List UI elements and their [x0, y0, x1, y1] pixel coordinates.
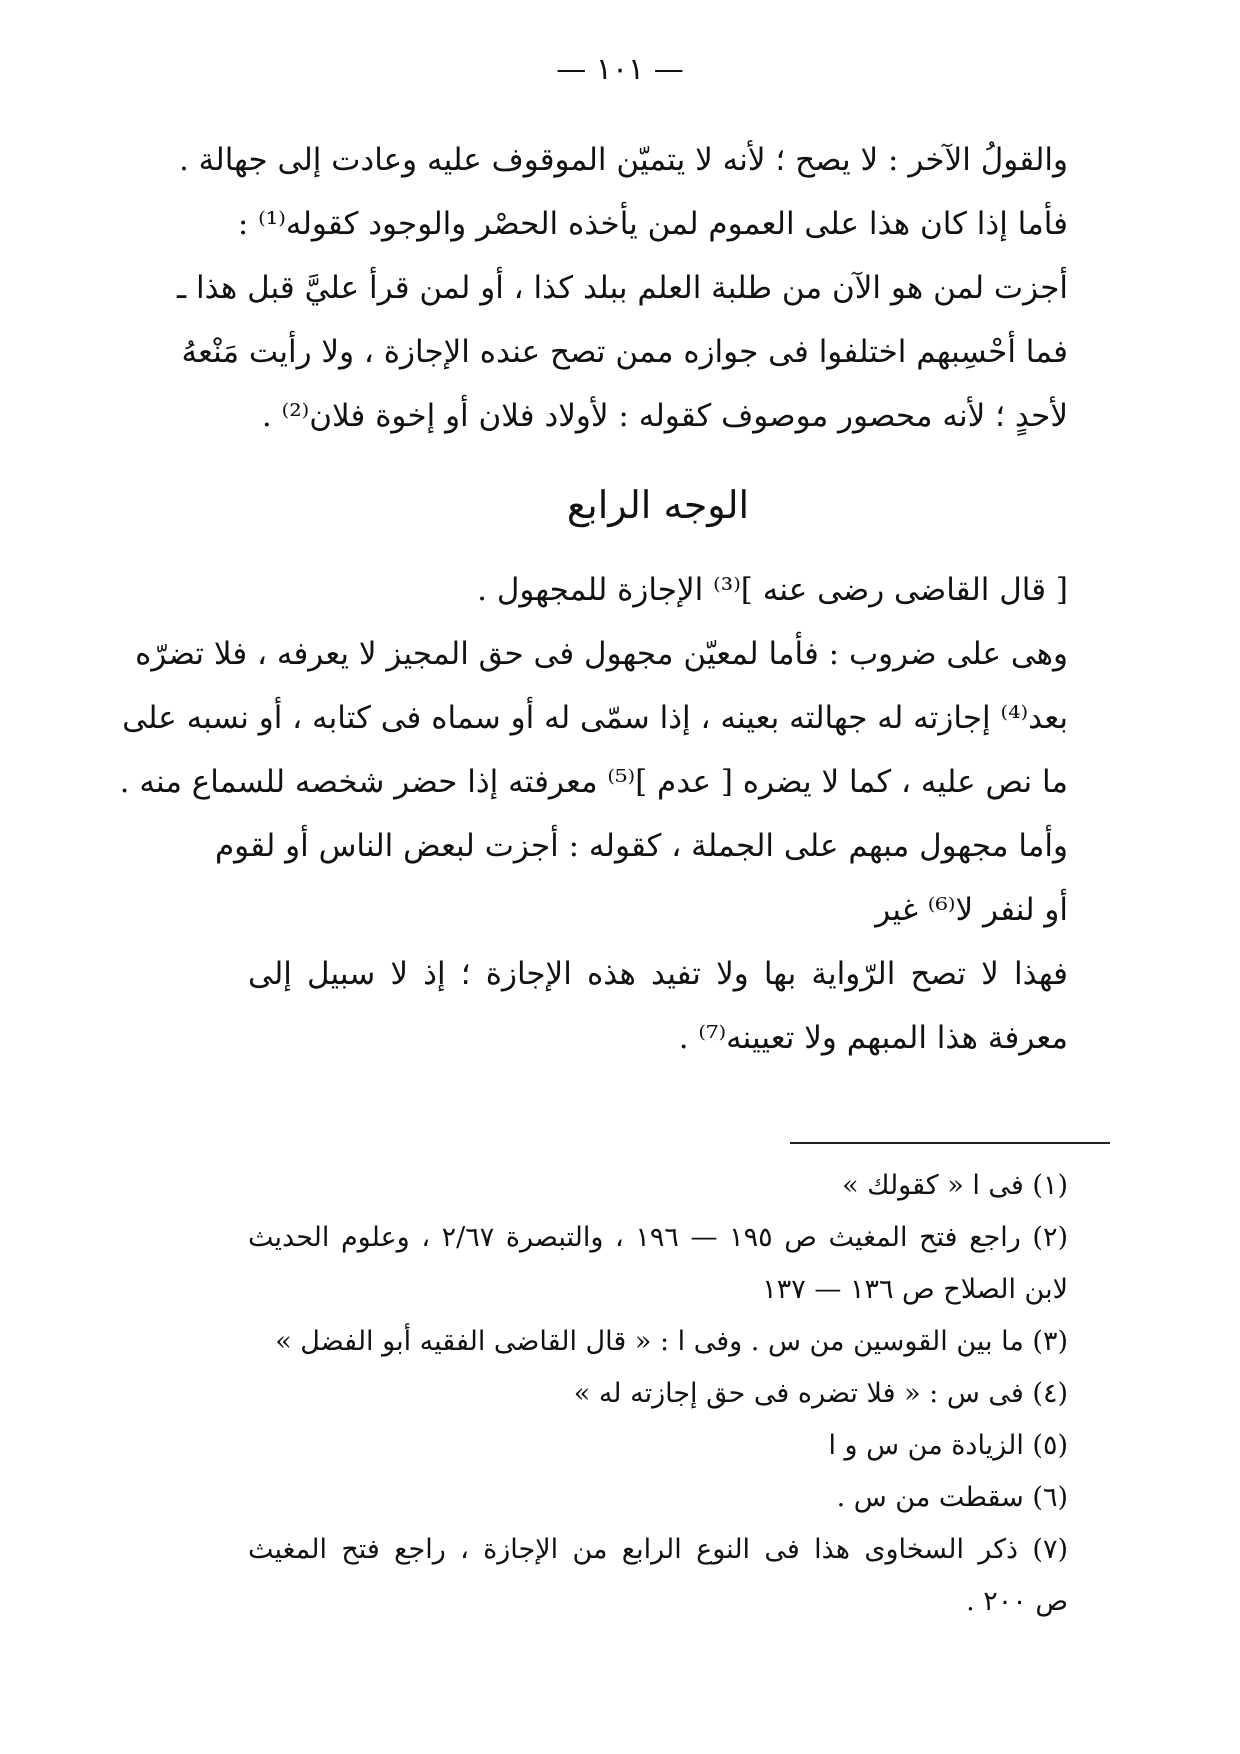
body-line-2: فأما إذا كان هذا على العموم لمن يأخذه الحصْر والوجود كقوله⁽¹⁾ :	[237, 206, 1068, 242]
body-line-1: والقولُ الآخر : لا يصح ؛ لأنه لا يتميّن الموقوف عليه وعادت إلى جهالة .	[178, 142, 1068, 178]
footnote-divider	[790, 1142, 1110, 1144]
footnote-1: (١) فى ا « كقولك »	[842, 1170, 1068, 1201]
page-number: — ١٠١ —	[556, 52, 684, 87]
footnote-5: (٥) الزيادة من س و ا	[828, 1430, 1068, 1461]
body-line-7: وهى على ضروب : فأما لمعيّن مجهول فى حق المجيز لا يعرفه ، فلا تضرّه	[135, 636, 1068, 672]
body-line-5: لأحدٍ ؛ لأنه محصور موصوف كقوله : لأولاد فلان أو إخوة فلان⁽²⁾ .	[261, 398, 1068, 434]
body-line-9: ما نص عليه ، كما لا يضره [ عدم ]⁽⁵⁾ معرفته إذا حضر شخصه للسماع منه .	[119, 764, 1068, 800]
section-heading: الوجه الرابع	[566, 483, 750, 527]
footnote-7: (٧) ذكر السخاوى هذا فى النوع الرابع من الإجازة ، راجع فتح المغيث	[248, 1534, 1068, 1565]
footnotes	[248, 1160, 1068, 1628]
body-line-8: بعد⁽⁴⁾ إجازته له جهالته بعينه ، إذا سمّى له أو سماه فى كتابه ، أو نسبه على	[122, 700, 1068, 736]
footnote-3: (٣) ما بين القوسين من س . وفى ا : « قال القاضى الفقيه أبو الفضل »	[275, 1326, 1068, 1357]
main-text	[119, 128, 1068, 1070]
footnote-2: (٢) راجع فتح المغيث ص ١٩٥ — ١٩٦ ، والتبصرة ٢/٦٧ ، وعلوم الحديث	[248, 1222, 1069, 1253]
body-line-3: أجزت لمن هو الآن من طلبة العلم ببلد كذا ، أو لمن قرأ عليَّ قبل هذا ـ	[177, 270, 1068, 306]
body-line-12: فهذا لا تصح الرّواية بها ولا تفيد هذه الإجازة ؛ إذ لا سبيل إلى	[248, 956, 1068, 992]
body-line-10: وأما مجهول مبهم على الجملة ، كقوله : أجزت لبعض الناس أو لقوم	[214, 828, 1068, 864]
body-line-13: معرفة هذا المبهم ولا تعيينه⁽⁷⁾ .	[678, 1020, 1068, 1056]
footnote-7-continuation: ص ٢٠٠ .	[966, 1586, 1068, 1617]
footnote-2-continuation: لابن الصلاح ص ١٣٦ — ١٣٧	[762, 1274, 1068, 1305]
footnote-6: (٦) سقطت من س .	[836, 1482, 1068, 1513]
body-line-4: فما أحْسِبهم اختلفوا فى جوازه ممن تصح عنده الإجازة ، ولا رأيت مَنْعهُ	[181, 334, 1068, 370]
footnote-4: (٤) فى س : « فلا تضره فى حق إجازته له »	[573, 1378, 1068, 1409]
body-line-6: [ قال القاضى رضى عنه ]⁽³⁾ الإجازة للمجهول .	[477, 572, 1068, 608]
body-line-11: أو لنفر لا⁽⁶⁾ غير	[875, 892, 1068, 928]
